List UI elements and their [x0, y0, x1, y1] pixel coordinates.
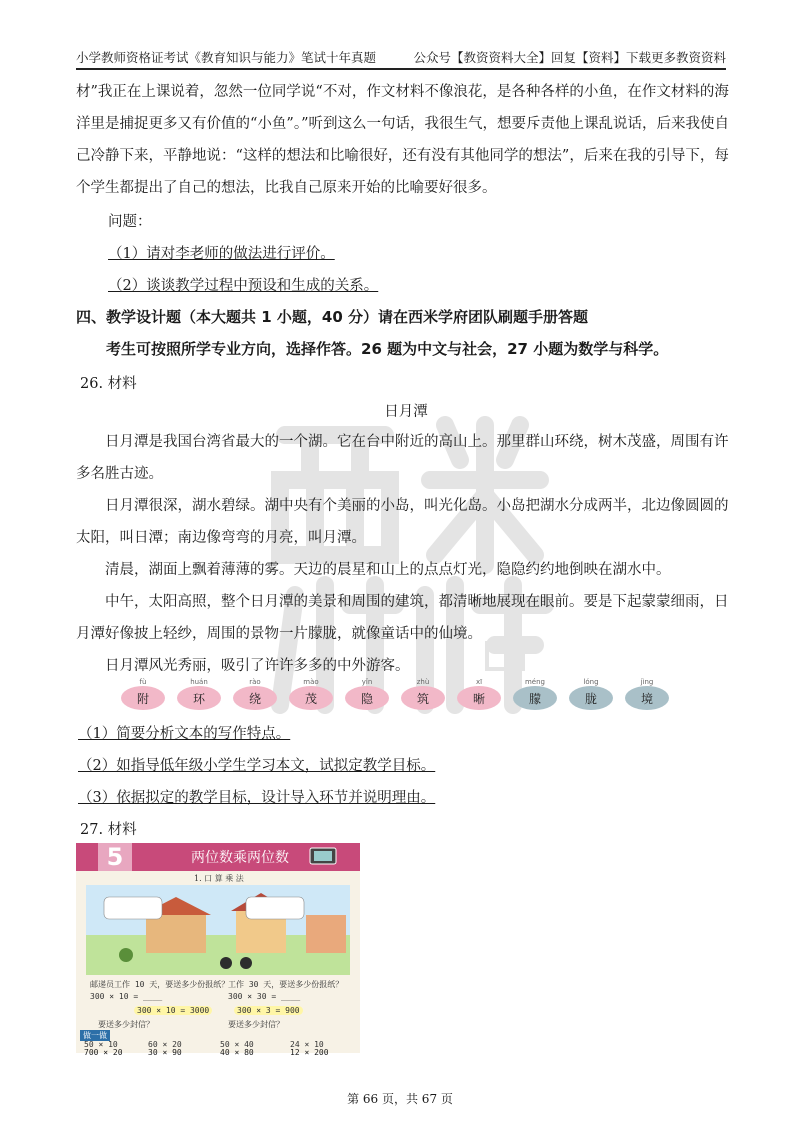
vocab-item: xī 晰 [454, 678, 504, 712]
q26-subquestion-3: （3）依据拟定的教学目标，设计导入环节并说明理由。 [78, 790, 436, 806]
passage-paragraph-3: 清晨，湖面上飘着薄薄的雾。天边的晨星和山上的点点灯光，隐隐约约地倒映在湖水中。 [105, 562, 671, 578]
textbook-left-equation: 300 × 10 = ____ [90, 992, 163, 1001]
vocab-item: lóng 胧 [566, 678, 616, 712]
vocab-item: zhù 筑 [398, 678, 448, 712]
exercise-item: 700 × 20 [84, 1048, 123, 1057]
page-header [76, 48, 726, 70]
textbook-title: 两位数乘两位数 [191, 850, 289, 866]
header-right-note: 公众号【教资资料大全】回复【资料】下载更多教资资料 [413, 50, 726, 65]
street-scene-illustration [86, 885, 350, 975]
page-footer: 第 66 页，共 67 页 [347, 1092, 453, 1106]
question-2: （2）谈谈教学过程中预设和生成的关系。 [108, 278, 379, 294]
vocabulary-bar [118, 678, 678, 712]
vocab-item: méng 朦 [510, 678, 560, 712]
textbook-left-bubble: 300 × 10 = 3000 [134, 1006, 212, 1015]
vocab-item: mào 茂 [286, 678, 336, 712]
unit-number: 5 [98, 843, 132, 871]
vocab-item: yǐn 隐 [342, 678, 392, 712]
header-left-title: 小学教师资格证考试《教育知识与能力》笔试十年真题 [76, 50, 377, 65]
exercise-label: 做一做 [80, 1030, 110, 1041]
intro-paragraph: 材”我正在上课说着，忽然一位同学说“不对，作文材料不像浪花，是各种各样的小鱼，在作文材料的海洋里是捕捉更多又有价值的“小鱼”。”听到这么一句话，我很生气，想要斥责他上课乱说话，后来我使自己冷静下来，平静地说：“这样的想法和比喻很好，还有没有其他同学的想法”，后来在我的引导下，每个学生都提出了自己的想法，比我自己原来开始的比喻要好很多。 [76, 84, 729, 196]
vocab-item: huán 环 [174, 678, 224, 712]
textbook-left-ask: 要送多少封信？ [98, 1020, 154, 1029]
vocab-item: rào 绕 [230, 678, 280, 712]
textbook-subtitle: 1. 口 算 乘 法 [194, 874, 244, 883]
passage-title: 日月潭 [384, 404, 428, 420]
textbook-illustration [86, 885, 350, 975]
q26-label: 26. 材料 [80, 376, 137, 392]
exercise-item: 40 × 80 [220, 1048, 254, 1057]
section-four-heading: 四、教学设计题（本大题共 1 小题，40 分）请在西米学府团队刷题手册答题 [76, 308, 588, 326]
textbook-right-equation: 300 × 30 = ____ [228, 992, 301, 1001]
q27-label: 27. 材料 [80, 822, 137, 838]
textbook-header [76, 843, 360, 871]
passage-paragraph-5: 日月潭风光秀丽，吸引了许许多多的中外游客。 [105, 658, 410, 674]
q26-subquestion-2: （2）如指导低年级小学生学习本文，试拟定教学目标。 [78, 758, 436, 774]
exercise-item: 60 × 20 [148, 1040, 182, 1049]
q26-subquestion-1: （1）简要分析文本的写作特点。 [78, 726, 291, 742]
vocab-item: fù 附 [118, 678, 168, 712]
passage-paragraph-4: 中午，太阳高照，整个日月潭的美景和周围的建筑，都清晰地展现在眼前。要是下起蒙蒙细雨，日月潭好像披上轻纱，周围的景物一片朦胧，就像童话中的仙境。 [76, 594, 729, 642]
textbook-right-bubble: 300 × 3 = 900 [234, 1006, 303, 1015]
question-1: （1）请对李老师的做法进行评价。 [108, 246, 335, 262]
exercise-item: 50 × 10 [84, 1040, 118, 1049]
textbook-right-question: 工作 30 天，要送多少份报纸？ [228, 980, 344, 989]
passage-paragraph-1: 日月潭是我国台湾省最大的一个湖。它在台中附近的高山上。那里群山环绕，树木茂盛，周围有许多名胜古迹。 [76, 434, 729, 482]
exercise-item: 12 × 200 [290, 1048, 329, 1057]
exercise-item: 50 × 40 [220, 1040, 254, 1049]
section-note: 考生可按照所学专业方向，选择作答。26 题为中文与社会，27 小题为数学与科学。 [106, 340, 669, 358]
question-label: 问题： [108, 214, 152, 230]
exercise-item: 30 × 90 [148, 1048, 182, 1057]
exercise-item: 24 × 10 [290, 1040, 324, 1049]
textbook-right-ask: 要送多少封信？ [228, 1020, 284, 1029]
vocab-item: jìng 境 [622, 678, 672, 712]
passage-paragraph-2: 日月潭很深，湖水碧绿。湖中央有个美丽的小岛，叫光化岛。小岛把湖水分成两半，北边像圆圆的太阳，叫日潭；南边像弯弯的月亮，叫月潭。 [76, 498, 729, 546]
textbook-image [76, 843, 360, 1053]
computer-icon [306, 846, 346, 868]
textbook-left-question: 邮递员工作 10 天，要送多少份报纸？ [90, 980, 230, 989]
